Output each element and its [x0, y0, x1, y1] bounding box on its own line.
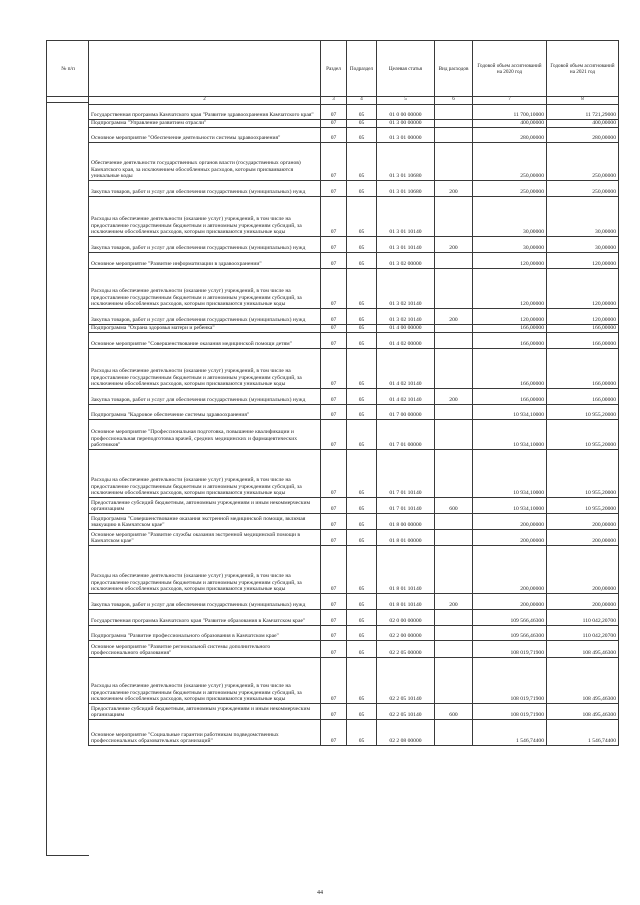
- row-podrazdel: 05: [347, 325, 377, 333]
- row-amount-2021: 30,00000: [547, 237, 619, 253]
- row-name: Расходы на обеспечение деятельности (оказание услуг) учреждений, в том числе на предоставление государственным бюджетным и автономным учреждениям субсидий, за исключением обособленных расходов, которым присваиваются уникальные коды: [89, 197, 321, 237]
- row-podrazdel: 05: [347, 309, 377, 325]
- table-row: [89, 530, 619, 546]
- row-csr: 01 4 00 00000: [377, 325, 435, 333]
- row-razdel: 07: [321, 420, 347, 450]
- row-amount-2020: 30,00000: [473, 237, 547, 253]
- row-amount-2021: 108 495,46300: [547, 658, 619, 704]
- row-name: Подпрограмма "Управление развитием отрасли": [89, 120, 321, 128]
- row-csr: 01 7 00 00000: [377, 405, 435, 420]
- row-razdel: 07: [321, 498, 347, 514]
- row-csr: 01 8 01 10140: [377, 546, 435, 594]
- row-podrazdel: 05: [347, 269, 377, 309]
- row-amount-2020: 166,00000: [473, 349, 547, 389]
- row-csr: 02 0 00 00000: [377, 610, 435, 626]
- row-vr: [435, 720, 473, 746]
- row-vr: [435, 610, 473, 626]
- row-vr: [435, 405, 473, 420]
- column-header-vr: Вид расходов: [435, 41, 473, 97]
- row-podrazdel: 05: [347, 450, 377, 498]
- row-csr: 01 7 01 00000: [377, 420, 435, 450]
- row-csr: 01 3 02 10140: [377, 309, 435, 325]
- column-index: 7: [473, 97, 547, 105]
- budget-table: [88, 40, 619, 746]
- row-vr: [435, 253, 473, 269]
- row-podrazdel: 05: [347, 120, 377, 128]
- row-podrazdel: 05: [347, 594, 377, 610]
- table-header-row: [89, 41, 619, 97]
- row-vr: 200: [435, 309, 473, 325]
- row-podrazdel: 05: [347, 197, 377, 237]
- row-amount-2020: 200,00000: [473, 514, 547, 530]
- column-index: 3: [321, 97, 347, 105]
- row-csr: 01 7 01 10140: [377, 498, 435, 514]
- row-csr: 01 3 02 00000: [377, 253, 435, 269]
- row-csr: 02 2 05 00000: [377, 641, 435, 658]
- row-vr: [435, 530, 473, 546]
- row-csr: 02 2 05 10140: [377, 658, 435, 704]
- row-razdel: 07: [321, 626, 347, 641]
- row-amount-2021: 166,00000: [547, 333, 619, 349]
- row-name: Предоставление субсидий бюджетным, автономным учреждениям и иным некоммерческим организациям: [89, 498, 321, 514]
- row-amount-2021: 166,00000: [547, 389, 619, 405]
- table-row: [89, 325, 619, 333]
- table-row: [89, 128, 619, 143]
- table-row: [89, 704, 619, 720]
- row-amount-2020: 280,00000: [473, 128, 547, 143]
- row-podrazdel: 05: [347, 704, 377, 720]
- row-amount-2021: 280,00000: [547, 128, 619, 143]
- row-amount-2020: 108 019,71900: [473, 641, 547, 658]
- row-amount-2020: 166,00000: [473, 333, 547, 349]
- row-name: Государственная программа Камчатского края "Развитие здравоохранения Камчатского края": [89, 105, 321, 120]
- row-amount-2020: 11 700,10000: [473, 105, 547, 120]
- row-csr: 01 3 01 00000: [377, 128, 435, 143]
- row-csr: 01 4 02 10140: [377, 389, 435, 405]
- row-razdel: 07: [321, 128, 347, 143]
- column-index: 6: [435, 97, 473, 105]
- row-podrazdel: 05: [347, 405, 377, 420]
- row-podrazdel: 05: [347, 128, 377, 143]
- row-vr: [435, 105, 473, 120]
- row-razdel: 07: [321, 530, 347, 546]
- table-row: [89, 514, 619, 530]
- row-vr: 600: [435, 498, 473, 514]
- table-row: [89, 309, 619, 325]
- row-amount-2021: 11 721,29000: [547, 105, 619, 120]
- column-index: 5: [377, 97, 435, 105]
- budget-table-sheet: [88, 40, 618, 746]
- row-razdel: 07: [321, 658, 347, 704]
- row-csr: 01 8 01 10140: [377, 594, 435, 610]
- row-amount-2021: 166,00000: [547, 349, 619, 389]
- row-name: Основное мероприятие "Развитие службы оказания экстренной медицинской помощи в Камчатском крае": [89, 530, 321, 546]
- table-row: [89, 641, 619, 658]
- row-amount-2021: 400,00000: [547, 120, 619, 128]
- table-row: [89, 389, 619, 405]
- table-row: [89, 720, 619, 746]
- table-row: [89, 498, 619, 514]
- row-amount-2021: 166,00000: [547, 325, 619, 333]
- row-name: Основное мероприятие "Профессиональная подготовка, повышение квалификации и профессиональная переподготовка врачей, средних медицинских и фармацевтических работников": [89, 420, 321, 450]
- row-name: Обеспечение деятельности государственных органов власти (государственных органов) Камчатского края, за исключением обособленных расходов, которым присваиваются уникальные коды: [89, 143, 321, 181]
- column-index: 4: [347, 97, 377, 105]
- row-razdel: 07: [321, 405, 347, 420]
- row-amount-2020: 10 934,10000: [473, 420, 547, 450]
- row-csr: 01 3 01 10680: [377, 143, 435, 181]
- table-row: [89, 626, 619, 641]
- row-razdel: 07: [321, 143, 347, 181]
- row-name: Расходы на обеспечение деятельности (оказание услуг) учреждений, в том числе на предоставление государственным бюджетным и автономным учреждениям субсидий, за исключением обособленных расходов, которым присваиваются уникальные коды: [89, 546, 321, 594]
- row-razdel: 07: [321, 120, 347, 128]
- row-name: Подпрограмма "Совершенствование оказания экстренной медицинской помощи, включая эвакуацию в Камчатском крае": [89, 514, 321, 530]
- row-amount-2021: 10 955,20000: [547, 450, 619, 498]
- row-amount-2020: 30,00000: [473, 197, 547, 237]
- table-row: [89, 450, 619, 498]
- row-vr: [435, 420, 473, 450]
- table-row: [89, 405, 619, 420]
- row-razdel: 07: [321, 349, 347, 389]
- row-amount-2020: 10 934,10000: [473, 450, 547, 498]
- table-body: [89, 105, 619, 746]
- table-row: [89, 349, 619, 389]
- row-csr: 02 2 05 10140: [377, 704, 435, 720]
- row-vr: 200: [435, 181, 473, 197]
- row-amount-2021: 10 955,20000: [547, 498, 619, 514]
- row-amount-2020: 166,00000: [473, 389, 547, 405]
- row-csr: 01 3 01 10680: [377, 181, 435, 197]
- row-amount-2021: 110 042,20700: [547, 626, 619, 641]
- table-row: [89, 658, 619, 704]
- row-amount-2021: 200,00000: [547, 594, 619, 610]
- row-name: Подпрограмма "Кадровое обеспечение системы здравоохранения": [89, 405, 321, 420]
- table-row: [89, 181, 619, 197]
- table-row: [89, 420, 619, 450]
- row-amount-2021: 110 042,20700: [547, 610, 619, 626]
- row-podrazdel: 05: [347, 498, 377, 514]
- row-name: Закупка товаров, работ и услуг для обеспечения государственных (муниципальных) нужд: [89, 237, 321, 253]
- row-amount-2020: 200,00000: [473, 594, 547, 610]
- row-razdel: 07: [321, 594, 347, 610]
- row-name: Основное мероприятие "Совершенствование оказания медицинской помощи детям": [89, 333, 321, 349]
- row-razdel: 07: [321, 450, 347, 498]
- row-name: Основное мероприятие "Развитие региональной системы дополнительного профессионального образования": [89, 641, 321, 658]
- row-vr: [435, 269, 473, 309]
- column-header-2021: Годовой объем ассигнований на 2021 год: [547, 41, 619, 97]
- row-name: Подпрограмма "Развитие профессионального образования в Камчатском крае": [89, 626, 321, 641]
- row-razdel: 07: [321, 704, 347, 720]
- number-column-body: [46, 102, 89, 856]
- row-csr: 01 3 02 10140: [377, 269, 435, 309]
- table-row: [89, 143, 619, 181]
- row-podrazdel: 05: [347, 253, 377, 269]
- row-podrazdel: 05: [347, 530, 377, 546]
- column-header-name: [89, 41, 321, 97]
- row-amount-2021: 30,00000: [547, 197, 619, 237]
- row-amount-2021: 120,00000: [547, 269, 619, 309]
- row-vr: [435, 143, 473, 181]
- row-razdel: 07: [321, 309, 347, 325]
- row-csr: 01 8 00 00000: [377, 514, 435, 530]
- row-podrazdel: 05: [347, 333, 377, 349]
- row-amount-2020: 120,00000: [473, 309, 547, 325]
- row-vr: [435, 333, 473, 349]
- table-row: [89, 546, 619, 594]
- table-row: [89, 269, 619, 309]
- row-podrazdel: 05: [347, 143, 377, 181]
- row-razdel: 07: [321, 237, 347, 253]
- row-vr: [435, 514, 473, 530]
- row-vr: [435, 450, 473, 498]
- column-header-number: № п/п: [46, 40, 89, 97]
- row-razdel: 07: [321, 720, 347, 746]
- row-name: Расходы на обеспечение деятельности (оказание услуг) учреждений, в том числе на предоставление государственным бюджетным и автономным учреждениям субсидий, за исключением обособленных расходов, которым присваиваются уникальные коды: [89, 450, 321, 498]
- row-podrazdel: 05: [347, 720, 377, 746]
- row-name: Основное мероприятие "Социальные гарантии работникам подведомственных профессиональных образовательных организаций": [89, 720, 321, 746]
- row-razdel: 07: [321, 610, 347, 626]
- row-podrazdel: 05: [347, 546, 377, 594]
- row-vr: 200: [435, 389, 473, 405]
- row-name: Закупка товаров, работ и услуг для обеспечения государственных (муниципальных) нужд: [89, 181, 321, 197]
- row-amount-2021: 10 955,20000: [547, 420, 619, 450]
- row-amount-2021: 108 495,46300: [547, 641, 619, 658]
- table-row: [89, 594, 619, 610]
- row-amount-2020: 400,00000: [473, 120, 547, 128]
- row-amount-2020: 120,00000: [473, 269, 547, 309]
- row-razdel: 07: [321, 389, 347, 405]
- row-name: Основное мероприятие "Обеспечение деятельности системы здравоохранения": [89, 128, 321, 143]
- row-podrazdel: 05: [347, 389, 377, 405]
- row-name: Закупка товаров, работ и услуг для обеспечения государственных (муниципальных) нужд: [89, 389, 321, 405]
- row-name: Расходы на обеспечение деятельности (оказание услуг) учреждений, в том числе на предоставление государственным бюджетным и автономным учреждениям субсидий, за исключением обособленных расходов, которым присваиваются уникальные коды: [89, 658, 321, 704]
- row-csr: 02 2 08 00000: [377, 720, 435, 746]
- row-csr: 01 4 02 00000: [377, 333, 435, 349]
- row-podrazdel: 05: [347, 658, 377, 704]
- column-header-csr: Целевая статья: [377, 41, 435, 97]
- row-amount-2020: 109 566,46300: [473, 610, 547, 626]
- row-amount-2020: 166,00000: [473, 325, 547, 333]
- table-row: [89, 105, 619, 120]
- column-index: 2: [89, 97, 321, 105]
- row-podrazdel: 05: [347, 626, 377, 641]
- page-number: 44: [317, 890, 323, 896]
- row-podrazdel: 05: [347, 237, 377, 253]
- row-csr: 01 3 01 10140: [377, 237, 435, 253]
- row-amount-2020: 10 934,10000: [473, 498, 547, 514]
- row-amount-2020: 108 019,71900: [473, 658, 547, 704]
- row-name: Подпрограмма "Охрана здоровья матери и ребенка": [89, 325, 321, 333]
- row-podrazdel: 05: [347, 105, 377, 120]
- row-podrazdel: 05: [347, 349, 377, 389]
- row-name: Предоставление субсидий бюджетным, автономным учреждениям и иным некоммерческим организациям: [89, 704, 321, 720]
- row-podrazdel: 05: [347, 641, 377, 658]
- row-name: Закупка товаров, работ и услуг для обеспечения государственных (муниципальных) нужд: [89, 309, 321, 325]
- row-vr: [435, 626, 473, 641]
- row-name: Расходы на обеспечение деятельности (оказание услуг) учреждений, в том числе на предоставление государственным бюджетным и автономным учреждениям субсидий, за исключением обособленных расходов, которым присваиваются уникальные коды: [89, 269, 321, 309]
- row-name: Государственная программа Камчатского края "Развитие образования в Камчатском крае": [89, 610, 321, 626]
- table-row: [89, 253, 619, 269]
- row-amount-2020: 10 934,10000: [473, 405, 547, 420]
- table-row: [89, 610, 619, 626]
- row-vr: [435, 325, 473, 333]
- row-vr: [435, 658, 473, 704]
- row-vr: [435, 120, 473, 128]
- row-amount-2021: 120,00000: [547, 309, 619, 325]
- row-amount-2021: 200,00000: [547, 546, 619, 594]
- row-vr: [435, 641, 473, 658]
- row-vr: [435, 128, 473, 143]
- row-razdel: 07: [321, 105, 347, 120]
- row-name: Основное мероприятие "Развитие информатизации в здравоохранении": [89, 253, 321, 269]
- table-row: [89, 333, 619, 349]
- row-razdel: 07: [321, 181, 347, 197]
- row-podrazdel: 05: [347, 420, 377, 450]
- row-podrazdel: 05: [347, 181, 377, 197]
- row-vr: [435, 546, 473, 594]
- table-row: [89, 237, 619, 253]
- row-razdel: 07: [321, 641, 347, 658]
- row-vr: 600: [435, 704, 473, 720]
- row-razdel: 07: [321, 546, 347, 594]
- table-row: [89, 197, 619, 237]
- row-razdel: 07: [321, 197, 347, 237]
- row-csr: 01 4 02 10140: [377, 349, 435, 389]
- row-csr: 01 0 00 00000: [377, 105, 435, 120]
- row-vr: 200: [435, 594, 473, 610]
- row-amount-2021: 250,00000: [547, 181, 619, 197]
- row-csr: 02 2 00 00000: [377, 626, 435, 641]
- row-amount-2020: 200,00000: [473, 546, 547, 594]
- row-vr: [435, 349, 473, 389]
- row-csr: 01 3 00 00000: [377, 120, 435, 128]
- row-razdel: 07: [321, 325, 347, 333]
- row-amount-2021: 200,00000: [547, 514, 619, 530]
- row-csr: 01 7 01 10140: [377, 450, 435, 498]
- row-razdel: 07: [321, 333, 347, 349]
- row-vr: 200: [435, 237, 473, 253]
- column-header-razdel: Раздел: [321, 41, 347, 97]
- row-razdel: 07: [321, 514, 347, 530]
- row-amount-2021: 120,00000: [547, 253, 619, 269]
- column-index: 8: [547, 97, 619, 105]
- row-amount-2020: 108 019,71900: [473, 704, 547, 720]
- row-razdel: 07: [321, 269, 347, 309]
- row-amount-2020: 250,00000: [473, 181, 547, 197]
- row-amount-2021: 108 495,46300: [547, 704, 619, 720]
- row-csr: 01 8 01 00000: [377, 530, 435, 546]
- row-name: Закупка товаров, работ и услуг для обеспечения государственных (муниципальных) нужд: [89, 594, 321, 610]
- row-csr: 01 3 01 10140: [377, 197, 435, 237]
- row-amount-2021: 250,00000: [547, 143, 619, 181]
- row-vr: [435, 197, 473, 237]
- row-podrazdel: 05: [347, 610, 377, 626]
- row-amount-2020: 250,00000: [473, 143, 547, 181]
- row-name: Расходы на обеспечение деятельности (оказание услуг) учреждений, в том числе на предоставление государственным бюджетным и автономным учреждениям субсидий, за исключением обособленных расходов, которым присваиваются уникальные коды: [89, 349, 321, 389]
- column-index-row: [89, 97, 619, 105]
- column-header-podrazdel: Подраздел: [347, 41, 377, 97]
- row-amount-2020: 109 566,46300: [473, 626, 547, 641]
- row-amount-2021: 10 955,20000: [547, 405, 619, 420]
- table-row: [89, 120, 619, 128]
- row-podrazdel: 05: [347, 514, 377, 530]
- column-header-2020: Годовой объем ассигнований на 2020 год: [473, 41, 547, 97]
- row-amount-2021: 200,00000: [547, 530, 619, 546]
- row-amount-2020: 200,00000: [473, 530, 547, 546]
- row-amount-2020: 1 546,74400: [473, 720, 547, 746]
- row-amount-2021: 1 546,74400: [547, 720, 619, 746]
- row-razdel: 07: [321, 253, 347, 269]
- row-amount-2020: 120,00000: [473, 253, 547, 269]
